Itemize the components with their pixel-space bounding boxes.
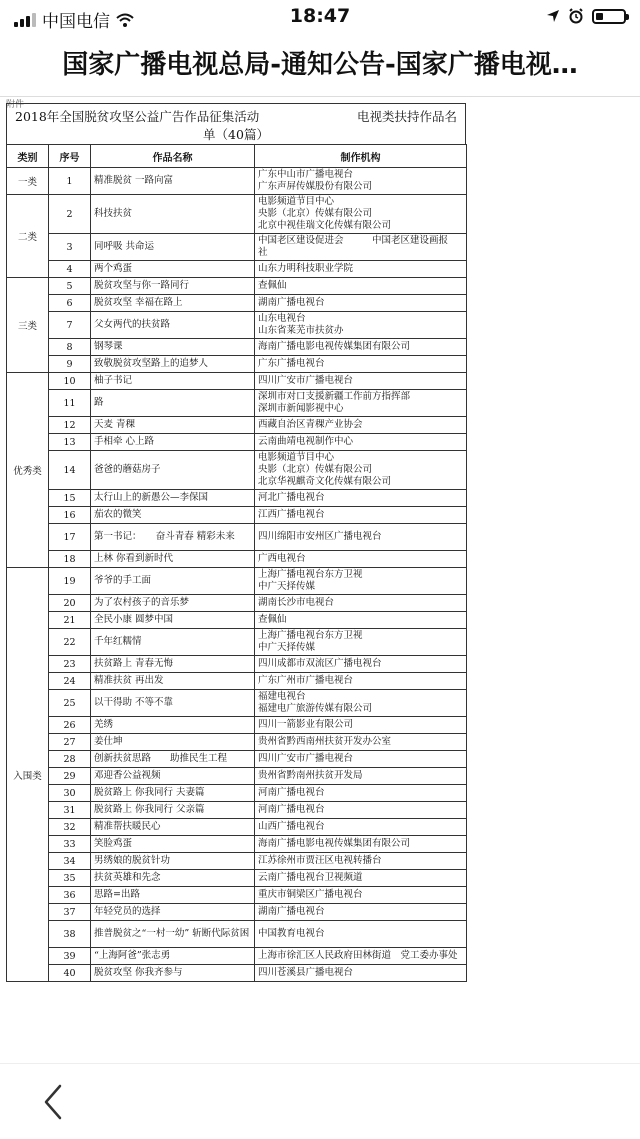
number-cell: 35 [49, 870, 91, 887]
org-cell [255, 339, 467, 356]
org-line: 中国老区建设促进会 中国老区建设画报 [258, 235, 449, 246]
title-right: 电视类扶持作品名 [356, 109, 457, 124]
location-icon [546, 9, 560, 23]
org-cell [255, 261, 467, 278]
bottom-toolbar [0, 1063, 640, 1139]
title-cell: 太行山上的新愚公—李保国 [91, 490, 255, 507]
org-line: 四川苍溪县广播电视台 [258, 967, 354, 978]
org-line: 四川一箭影业有限公司 [258, 719, 354, 730]
org-line: 山东电视台 [258, 313, 306, 324]
table-row [7, 168, 467, 195]
table-row [7, 673, 467, 690]
org-line: 山东省莱芜市扶贫办 [258, 325, 344, 336]
org-line: 山东力明科技职业学院 [258, 263, 354, 274]
title-cell: 脱贫攻坚 你我齐参与 [91, 965, 255, 982]
org-line: 央影（北京）传媒有限公司 [258, 464, 373, 475]
table-row [7, 261, 467, 278]
number-cell: 12 [49, 417, 91, 434]
works-table [6, 144, 467, 982]
number-cell: 32 [49, 819, 91, 836]
table-row [7, 948, 467, 965]
number-cell: 19 [49, 568, 91, 595]
table-row [7, 690, 467, 717]
table-row [7, 595, 467, 612]
title-cell: 为了农村孩子的音乐梦 [91, 595, 255, 612]
table-row [7, 339, 467, 356]
table-row [7, 656, 467, 673]
page-title: 国家广播电视总局-通知公告-国家广播电视… [62, 50, 578, 80]
org-cell [255, 451, 467, 490]
number-cell: 36 [49, 887, 91, 904]
org-cell [255, 656, 467, 673]
org-line: 西藏自治区青稞产业协会 [258, 419, 363, 430]
number-cell: 29 [49, 768, 91, 785]
table-row [7, 373, 467, 390]
title-cell: 爷爷的手工面 [91, 568, 255, 595]
number-cell: 24 [49, 673, 91, 690]
category-cell: 二类 [7, 195, 49, 278]
number-cell: 34 [49, 853, 91, 870]
number-cell: 40 [49, 965, 91, 982]
category-cell: 优秀类 [7, 373, 49, 568]
org-line: 中广天择传媒 [258, 642, 316, 653]
org-cell [255, 568, 467, 595]
title-cell: 扶贫路上 青春无悔 [91, 656, 255, 673]
table-row [7, 612, 467, 629]
title-cell: 年轻党员的选择 [91, 904, 255, 921]
number-cell: 9 [49, 356, 91, 373]
number-cell: 37 [49, 904, 91, 921]
category-cell: 一类 [7, 168, 49, 195]
org-cell [255, 802, 467, 819]
table-row [7, 434, 467, 451]
org-line: 河南广播电视台 [258, 804, 325, 815]
org-cell [255, 904, 467, 921]
number-cell: 23 [49, 656, 91, 673]
org-cell [255, 673, 467, 690]
org-line: 江西广播电视台 [258, 509, 325, 520]
title-cell: “上海阿爸”张志勇 [91, 948, 255, 965]
org-line: 四川绵阳市安州区广播电视台 [258, 531, 382, 542]
title-cell: 邓迎香公益视频 [91, 768, 255, 785]
number-cell: 33 [49, 836, 91, 853]
org-line: 四川广安市广播电视台 [258, 375, 354, 386]
org-line: 海南广播电影电视传媒集团有限公司 [258, 838, 411, 849]
carrier-label: 中国电信 [42, 12, 110, 32]
org-line: 福建电视台 [258, 691, 306, 702]
header-row [7, 145, 467, 168]
battery-icon [592, 9, 626, 24]
document-viewer[interactable] [0, 97, 640, 1063]
table-row [7, 734, 467, 751]
status-time: 18:47 [289, 5, 351, 27]
org-line: 四川广安市广播电视台 [258, 753, 354, 764]
number-cell: 26 [49, 717, 91, 734]
org-cell [255, 785, 467, 802]
org-line: 湖南长沙市电视台 [258, 597, 335, 608]
org-line: 广西电视台 [258, 553, 306, 564]
table-row [7, 629, 467, 656]
org-line: 北京中视佳瑞文化传媒有限公司 [258, 220, 392, 231]
org-line: 上海广播电视台东方卫视 [258, 569, 363, 580]
number-cell: 27 [49, 734, 91, 751]
org-line: 电影频道节目中心 [258, 196, 335, 207]
org-cell [255, 870, 467, 887]
table-row [7, 451, 467, 490]
org-line: 上海市徐汇区人民政府田林街道 党工委办事处 [258, 950, 458, 961]
number-cell: 5 [49, 278, 91, 295]
number-cell: 7 [49, 312, 91, 339]
number-cell: 30 [49, 785, 91, 802]
title-cell: 脱贫路上 你我同行 夫妻篇 [91, 785, 255, 802]
category-cell: 入围类 [7, 568, 49, 982]
title-cell: 致敬脱贫攻坚路上的追梦人 [91, 356, 255, 373]
title-left: 2018年全国脱贫攻坚公益广告作品征集活动 [15, 109, 260, 124]
number-cell: 3 [49, 234, 91, 261]
title-cell: 千年红糯情 [91, 629, 255, 656]
title-cell: 推普脱贫之“一村一幼” 斩断代际贫困 [91, 921, 255, 948]
title-cell: 上林 你看到新时代 [91, 551, 255, 568]
org-cell [255, 717, 467, 734]
org-cell [255, 295, 467, 312]
org-cell [255, 278, 467, 295]
table-row [7, 507, 467, 524]
title-cell: 天麦 青稞 [91, 417, 255, 434]
number-cell: 11 [49, 390, 91, 417]
title-cell: 同呼吸 共命运 [91, 234, 255, 261]
org-line: 海南广播电影电视传媒集团有限公司 [258, 341, 411, 352]
title-line2: 单（40篇） [203, 127, 269, 142]
table-row [7, 836, 467, 853]
title-cell: 笑脸鸡蛋 [91, 836, 255, 853]
alarm-icon [568, 8, 584, 24]
org-line: 电影频道节目中心 [258, 452, 335, 463]
number-cell: 18 [49, 551, 91, 568]
org-cell [255, 524, 467, 551]
org-line: 查佩仙 [258, 614, 287, 625]
org-line: 深圳市新闻影视中心 [258, 403, 344, 414]
org-cell [255, 551, 467, 568]
title-cell: 柚子书记 [91, 373, 255, 390]
org-cell [255, 595, 467, 612]
org-cell [255, 768, 467, 785]
number-cell: 13 [49, 434, 91, 451]
org-line: 云南广播电视台卫视频道 [258, 872, 363, 883]
org-cell [255, 853, 467, 870]
title-cell: 脱贫攻坚 幸福在路上 [91, 295, 255, 312]
org-line: 广东广州市广播电视台 [258, 675, 354, 686]
table-row [7, 295, 467, 312]
org-line: 广东声屏传媒股份有限公司 [258, 181, 373, 192]
title-cell: 男绣娘的脱贫针功 [91, 853, 255, 870]
title-cell: 爸爸的蘑菇房子 [91, 451, 255, 490]
org-line: 查佩仙 [258, 280, 287, 291]
org-line: 湖南广播电视台 [258, 906, 325, 917]
org-line: 江苏徐州市贾汪区电视转播台 [258, 855, 382, 866]
title-cell: 科技扶贫 [91, 195, 255, 234]
org-cell [255, 234, 467, 261]
status-right [546, 8, 626, 24]
title-cell: 手相牵 心上路 [91, 434, 255, 451]
header-org: 制作机构 [255, 145, 467, 168]
table-row [7, 195, 467, 234]
number-cell: 4 [49, 261, 91, 278]
table-row [7, 921, 467, 948]
header-category: 类别 [7, 145, 49, 168]
org-cell [255, 507, 467, 524]
org-line: 贵州省黔西南州扶贫开发办公室 [258, 736, 392, 747]
number-cell: 25 [49, 690, 91, 717]
category-cell: 三类 [7, 278, 49, 373]
org-cell [255, 168, 467, 195]
org-line: 河南广播电视台 [258, 787, 325, 798]
number-cell: 15 [49, 490, 91, 507]
table-row [7, 853, 467, 870]
table-row [7, 312, 467, 339]
org-line: 福建电广旅游传媒有限公司 [258, 703, 373, 714]
title-cell: 扶贫英雄和先念 [91, 870, 255, 887]
table-row [7, 802, 467, 819]
title-cell: 钢琴课 [91, 339, 255, 356]
title-cell: 两个鸡蛋 [91, 261, 255, 278]
number-cell: 2 [49, 195, 91, 234]
org-line: 中国教育电视台 [258, 928, 325, 939]
title-cell: 第一书记： 奋斗青春 精彩未来 [91, 524, 255, 551]
table-row [7, 965, 467, 982]
status-bar [0, 0, 640, 34]
table-row [7, 751, 467, 768]
org-cell [255, 612, 467, 629]
page-header [0, 34, 640, 97]
org-line: 四川成都市双流区广播电视台 [258, 658, 382, 669]
table-row [7, 887, 467, 904]
org-cell [255, 312, 467, 339]
org-cell [255, 356, 467, 373]
title-cell: 以干得助 不等不靠 [91, 690, 255, 717]
org-cell [255, 490, 467, 507]
org-cell [255, 690, 467, 717]
org-cell [255, 390, 467, 417]
number-cell: 1 [49, 168, 91, 195]
number-cell: 17 [49, 524, 91, 551]
org-cell [255, 921, 467, 948]
number-cell: 38 [49, 921, 91, 948]
table-body [7, 168, 467, 982]
number-cell: 16 [49, 507, 91, 524]
number-cell: 28 [49, 751, 91, 768]
org-line: 央影（北京）传媒有限公司 [258, 208, 373, 219]
table-row [7, 568, 467, 595]
org-line: 上海广播电视台东方卫视 [258, 630, 363, 641]
title-cell: 脱贫攻坚与你一路同行 [91, 278, 255, 295]
header-title: 作品名称 [91, 145, 255, 168]
document-title [6, 103, 466, 144]
attachment-label: 附件 [6, 100, 25, 110]
number-cell: 21 [49, 612, 91, 629]
org-cell [255, 195, 467, 234]
title-cell: 羌绣 [91, 717, 255, 734]
title-cell: 精准帮扶暖民心 [91, 819, 255, 836]
table-row [7, 356, 467, 373]
org-cell [255, 734, 467, 751]
title-cell: 精准扶贫 再出发 [91, 673, 255, 690]
org-line: 中广天择传媒 [258, 581, 316, 592]
org-cell [255, 629, 467, 656]
org-line: 广东中山市广播电视台 [258, 169, 354, 180]
org-line: 山西广播电视台 [258, 821, 325, 832]
org-line: 湖南广播电视台 [258, 297, 325, 308]
org-line: 河北广播电视台 [258, 492, 325, 503]
org-cell [255, 887, 467, 904]
header-number: 序号 [49, 145, 91, 168]
org-cell [255, 373, 467, 390]
document [6, 103, 466, 982]
org-line: 云南曲靖电视制作中心 [258, 436, 354, 447]
number-cell: 10 [49, 373, 91, 390]
table-row [7, 870, 467, 887]
org-line: 重庆市铜梁区广播电视台 [258, 889, 363, 900]
org-cell [255, 417, 467, 434]
number-cell: 6 [49, 295, 91, 312]
title-cell: 脱贫路上 你我同行 父亲篇 [91, 802, 255, 819]
number-cell: 14 [49, 451, 91, 490]
title-cell: 路 [91, 390, 255, 417]
table-row [7, 717, 467, 734]
title-cell: 创新扶贫思路 助推民生工程 [91, 751, 255, 768]
table-row [7, 490, 467, 507]
table-row [7, 234, 467, 261]
title-cell: 全民小康 圆梦中国 [91, 612, 255, 629]
table-row [7, 278, 467, 295]
org-cell [255, 751, 467, 768]
table-row [7, 904, 467, 921]
number-cell: 22 [49, 629, 91, 656]
title-cell: 茄农的微笑 [91, 507, 255, 524]
table-row [7, 417, 467, 434]
org-line: 社 [258, 247, 268, 258]
table-row [7, 524, 467, 551]
org-cell [255, 965, 467, 982]
table-row [7, 551, 467, 568]
org-cell [255, 434, 467, 451]
org-line: 北京华视麒奇文化传媒有限公司 [258, 476, 392, 487]
table-row [7, 819, 467, 836]
title-cell: 父女两代的扶贫路 [91, 312, 255, 339]
table-row [7, 768, 467, 785]
title-cell: 思路=出路 [91, 887, 255, 904]
org-cell [255, 836, 467, 853]
number-cell: 31 [49, 802, 91, 819]
back-icon[interactable] [40, 1082, 70, 1122]
number-cell: 8 [49, 339, 91, 356]
org-cell [255, 948, 467, 965]
title-cell: 精准脱贫 一路向富 [91, 168, 255, 195]
number-cell: 39 [49, 948, 91, 965]
table-row [7, 785, 467, 802]
table-row [7, 390, 467, 417]
org-line: 深圳市对口支援新疆工作前方指挥部 [258, 391, 411, 402]
org-line: 广东广播电视台 [258, 358, 325, 369]
org-line: 贵州省黔南州扶贫开发局 [258, 770, 363, 781]
title-cell: 姜仕坤 [91, 734, 255, 751]
number-cell: 20 [49, 595, 91, 612]
org-cell [255, 819, 467, 836]
